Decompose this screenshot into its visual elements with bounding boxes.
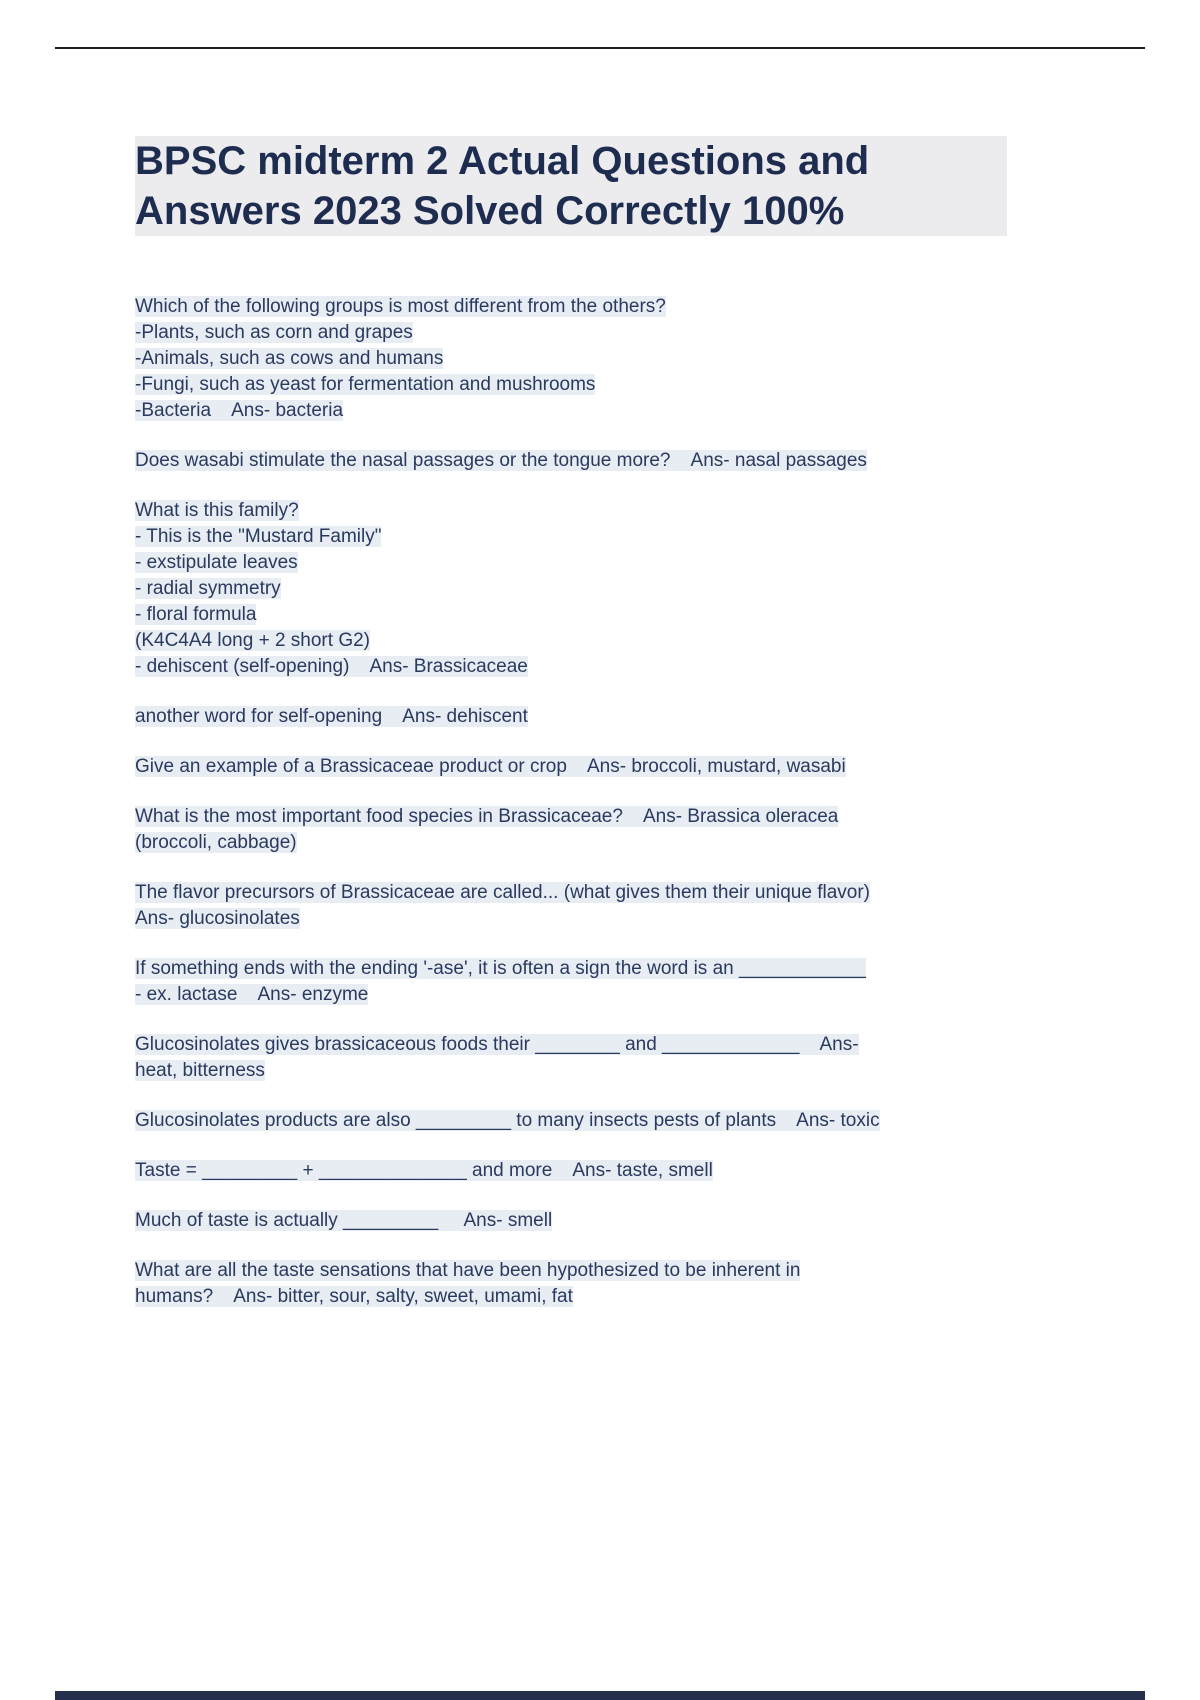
qa-line-text: - exstipulate leaves [135,552,298,573]
qa-line [135,294,1035,320]
qa-item [135,1158,1035,1184]
qa-item [135,754,1035,780]
qa-line-text: (broccoli, cabbage) [135,832,297,853]
qa-line [135,1058,1035,1084]
qa-line-text: Give an example of a Brassicaceae product or crop Ans- broccoli, mustard, wasabi [135,756,846,777]
top-rule-divider [55,47,1145,49]
qa-line-text: Ans- glucosinolates [135,908,300,929]
qa-list [135,294,1035,1310]
qa-line [135,524,1035,550]
qa-line [135,1032,1035,1058]
qa-line [135,602,1035,628]
qa-item [135,704,1035,730]
qa-item [135,448,1035,474]
qa-line-text: What is this family? [135,500,299,521]
qa-line-text: If something ends with the ending '-ase', it is often a sign the word is an ____________ [135,958,866,979]
qa-line [135,1108,1035,1134]
qa-line [135,320,1035,346]
qa-line [135,880,1035,906]
qa-line [135,804,1035,830]
document-title-line-1: BPSC midterm 2 Actual Questions and [135,139,870,183]
qa-line-text: What are all the taste sensations that have been hypothesized to be inherent in [135,1260,801,1281]
qa-item [135,1258,1035,1310]
qa-line [135,754,1035,780]
qa-line-text: Which of the following groups is most different from the others? [135,296,666,317]
qa-line [135,628,1035,654]
qa-line-text: -Animals, such as cows and humans [135,348,444,369]
qa-line [135,498,1035,524]
qa-line [135,956,1035,982]
qa-line-text: Glucosinolates products are also _________ to many insects pests of plants Ans- toxic [135,1110,880,1131]
qa-line-text: The flavor precursors of Brassicaceae are called... (what gives them their unique flavor) [135,882,870,903]
qa-line [135,372,1035,398]
document-title [135,136,1007,236]
qa-line-text: Taste = _________ + ______________ and more Ans- taste, smell [135,1160,713,1181]
qa-line [135,982,1035,1008]
qa-line-text: -Plants, such as corn and grapes [135,322,413,343]
qa-item [135,1108,1035,1134]
qa-line-text: What is the most important food species in Brassicaceae? Ans- Brassica oleracea [135,806,839,827]
qa-line [135,704,1035,730]
qa-line-text: (K4C4A4 long + 2 short G2) [135,630,370,651]
qa-line-text: Does wasabi stimulate the nasal passages or the tongue more? Ans- nasal passages [135,450,867,471]
qa-item [135,1208,1035,1234]
qa-line-text: Much of taste is actually _________ Ans- smell [135,1210,553,1231]
qa-line [135,1258,1035,1284]
qa-item [135,498,1035,680]
qa-line-text: -Fungi, such as yeast for fermentation and mushrooms [135,374,596,395]
qa-line-text: heat, bitterness [135,1060,265,1081]
qa-line-text: - ex. lactase Ans- enzyme [135,984,369,1005]
qa-line [135,830,1035,856]
qa-line-text: -Bacteria Ans- bacteria [135,400,344,421]
document-content [135,136,1035,1334]
qa-line [135,1158,1035,1184]
qa-line-text: - This is the "Mustard Family" [135,526,382,547]
bottom-bar [55,1691,1145,1700]
qa-line [135,1284,1035,1310]
qa-item [135,294,1035,424]
qa-line [135,448,1035,474]
qa-line-text: another word for self-opening Ans- dehiscent [135,706,528,727]
qa-line [135,1208,1035,1234]
qa-item [135,1032,1035,1084]
qa-line [135,550,1035,576]
qa-line-text: - floral formula [135,604,257,625]
qa-line [135,346,1035,372]
qa-line-text: - radial symmetry [135,578,281,599]
qa-line [135,398,1035,424]
qa-line-text: humans? Ans- bitter, sour, salty, sweet, umami, fat [135,1286,573,1307]
qa-line [135,654,1035,680]
qa-item [135,880,1035,932]
qa-line-text: Glucosinolates gives brassicaceous foods their ________ and _____________ Ans- [135,1034,859,1055]
qa-item [135,956,1035,1008]
qa-line-text: - dehiscent (self-opening) Ans- Brassicaceae [135,656,528,677]
qa-line [135,906,1035,932]
qa-line [135,576,1035,602]
document-title-line-2: Answers 2023 Solved Correctly 100% [135,189,845,233]
qa-item [135,804,1035,856]
